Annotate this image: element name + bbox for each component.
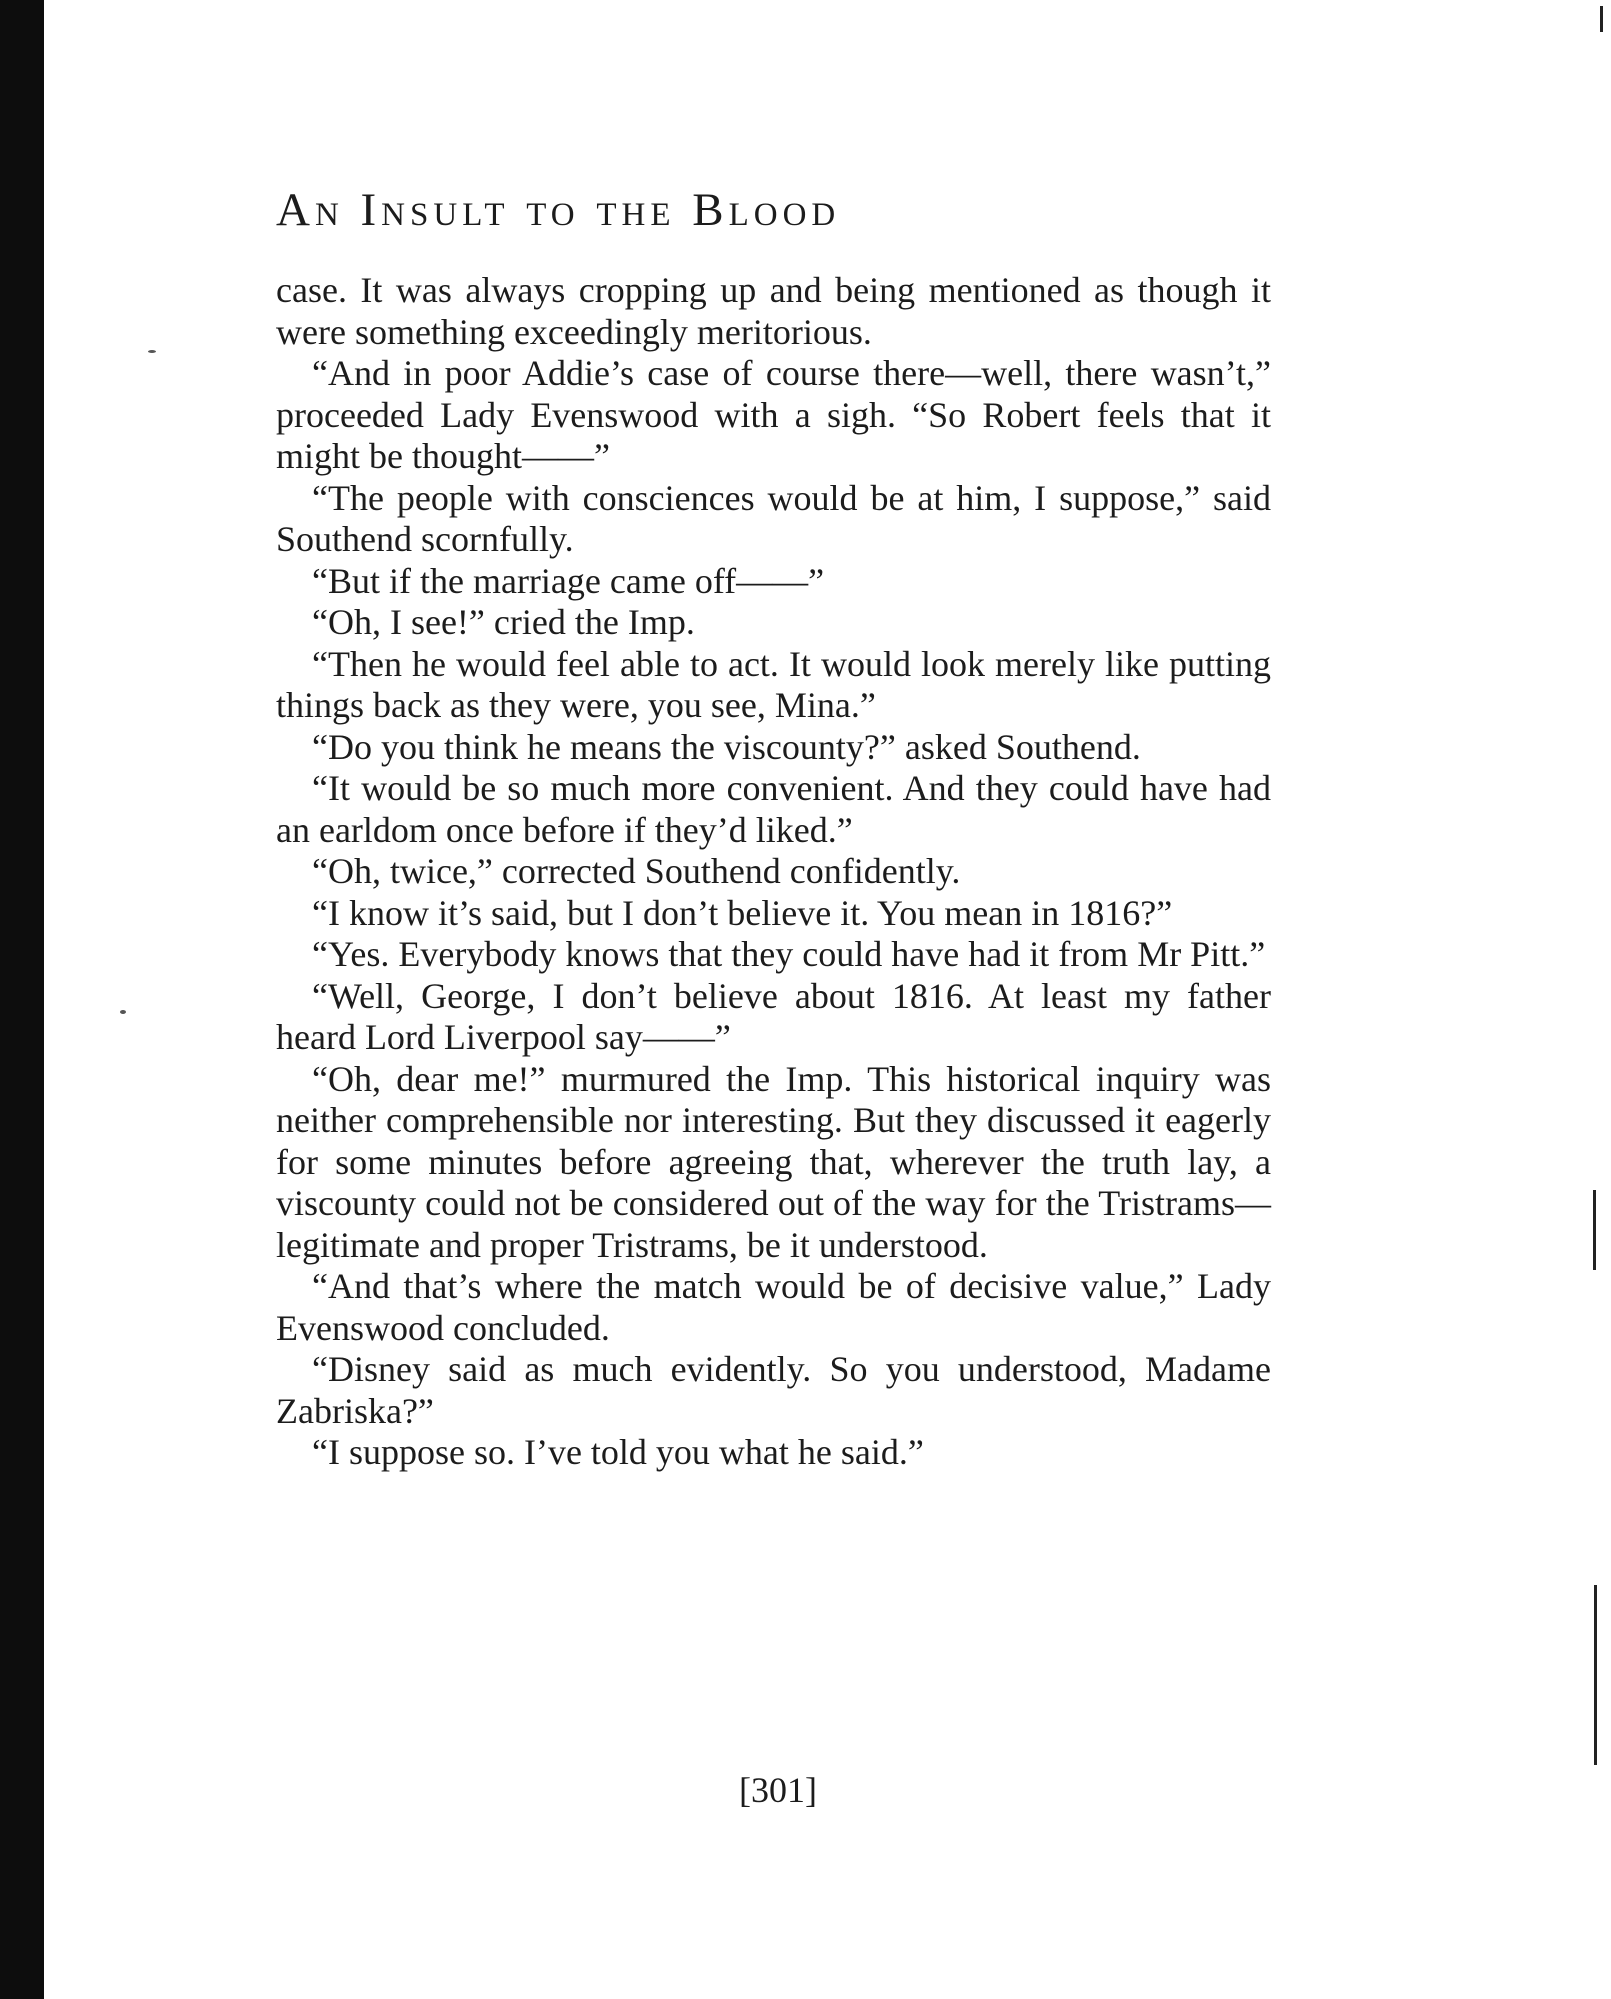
paragraph: “Well, George, I don’t believe about 1816. At least my father heard Lord Liverpool say——” — [276, 975, 1271, 1057]
paragraph: “It would be so much more convenient. And they could have had an earldom once before if they’d liked.” — [276, 768, 1271, 850]
page-number: [301] — [739, 1770, 817, 1810]
paragraph: “And that’s where the match would be of decisive value,” Lady Evenswood concluded. — [276, 1266, 1271, 1348]
margin-speck — [120, 1010, 126, 1014]
paragraph: “And in poor Addie’s case of course there—well, there wasn’t,” proceeded Lady Evenswood with a sigh. “So Robert feels that it might be thought——” — [276, 353, 1271, 476]
paragraph: “Then he would feel able to act. It would look merely like putting things back as they were, you see, Mina.” — [276, 643, 1271, 725]
margin-speck — [148, 350, 156, 353]
page-edge-mark-top — [1600, 6, 1603, 32]
paragraph: “I know it’s said, but I don’t believe it. You mean in 1816?” — [312, 892, 1173, 933]
paragraph: “Yes. Everybody knows that they could have had it from Mr Pitt.” — [312, 934, 1266, 974]
paragraph: “But if the marriage came off——” — [312, 560, 825, 601]
paragraph: “Disney said as much evidently. So you understood, Madame Zabriska?” — [276, 1349, 1271, 1431]
paragraph: “Do you think he means the viscounty?” asked Southend. — [312, 726, 1141, 767]
body-text — [276, 270, 1271, 1474]
paragraph: “Oh, I see!” cried the Imp. — [312, 602, 695, 642]
page-edge-mark-lower — [1594, 1585, 1597, 1765]
running-head: An Insult to the Blood — [276, 184, 841, 236]
page-binding-edge — [0, 0, 44, 1999]
paragraph: “The people with consciences would be at him, I suppose,” said Southend scornfully. — [276, 477, 1271, 559]
paragraph: “Oh, dear me!” murmured the Imp. This historical inquiry was neither comprehensible nor interesting. But they discussed it eagerly for some minutes before agreeing that, wherever the truth lay, a viscounty could not be considered out of the way for the Tristrams—legitimate and proper Tristrams, be it understood. — [276, 1058, 1271, 1265]
page-edge-mark-middle — [1593, 1190, 1596, 1270]
paragraph: “I suppose so. I’ve told you what he said.” — [312, 1432, 924, 1472]
paragraph: “Oh, twice,” corrected Southend confidently. — [312, 851, 961, 891]
paragraph: case. It was always cropping up and being mentioned as though it were something exceedingly meritorious. — [276, 270, 1271, 352]
